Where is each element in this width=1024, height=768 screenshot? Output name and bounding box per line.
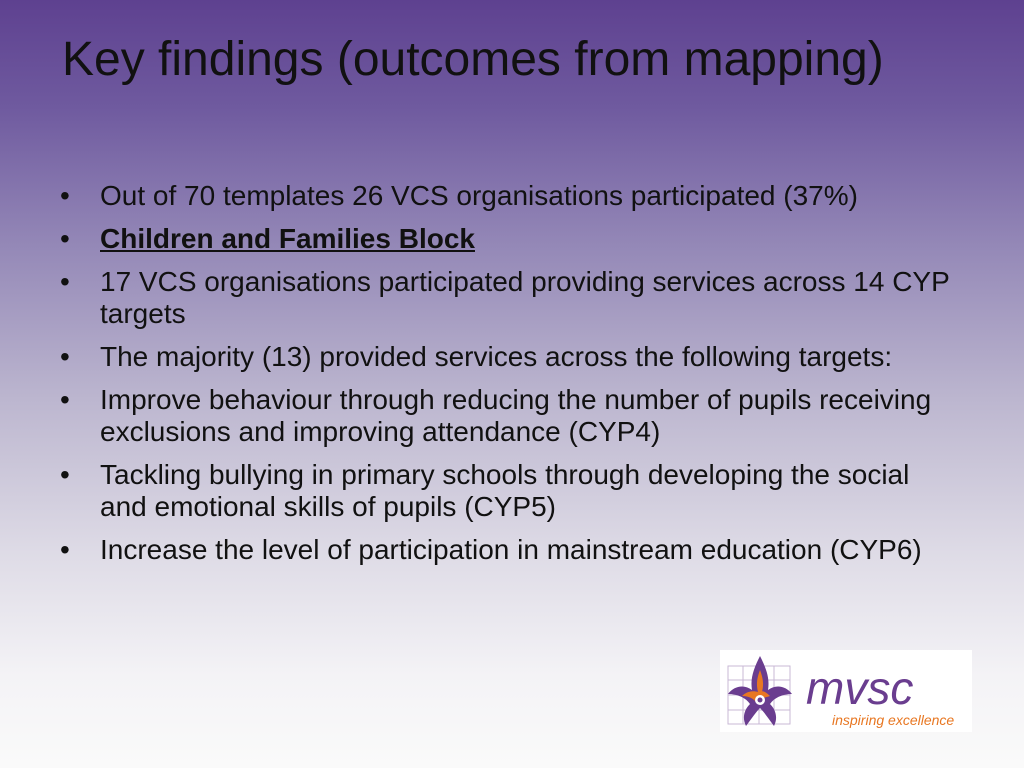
bullet-text: Improve behaviour through reducing the number of pupils receiving exclusions and improving attendance (CYP4) [100, 384, 932, 447]
bullet-marker: • [60, 534, 70, 565]
bullet-item [60, 341, 950, 373]
bullet-text: The majority (13) provided services across the following targets: [100, 341, 893, 372]
bullet-item [60, 266, 950, 330]
bullet-item [60, 534, 950, 566]
section-heading: Children and Families Block [100, 223, 475, 254]
logo-wordmark: mvsc [806, 662, 914, 714]
bullet-text: 17 VCS organisations participated providing services across 14 CYP targets [100, 266, 950, 329]
slide-title: Key findings (outcomes from mapping) [62, 33, 884, 86]
bullet-marker: • [60, 384, 70, 415]
bullet-item [60, 223, 950, 255]
mvsc-logo-graphic [720, 650, 972, 732]
bullet-text: Increase the level of participation in mainstream education (CYP6) [100, 534, 922, 565]
bullet-item [60, 180, 950, 212]
bullet-marker: • [60, 223, 70, 254]
mvsc-logo [720, 650, 972, 732]
bullet-marker: • [60, 341, 70, 372]
bullet-item [60, 384, 950, 448]
bullet-text: Out of 70 templates 26 VCS organisations participated (37%) [100, 180, 858, 211]
bullet-text: Tackling bullying in primary schools through developing the social and emotional skills of pupils (CYP5) [100, 459, 910, 522]
bullet-marker: • [60, 459, 70, 490]
bullet-item [60, 459, 950, 523]
bullet-marker: • [60, 266, 70, 297]
bullet-list [60, 180, 950, 577]
logo-tagline: inspiring excellence [832, 712, 955, 728]
bullet-marker: • [60, 180, 70, 211]
